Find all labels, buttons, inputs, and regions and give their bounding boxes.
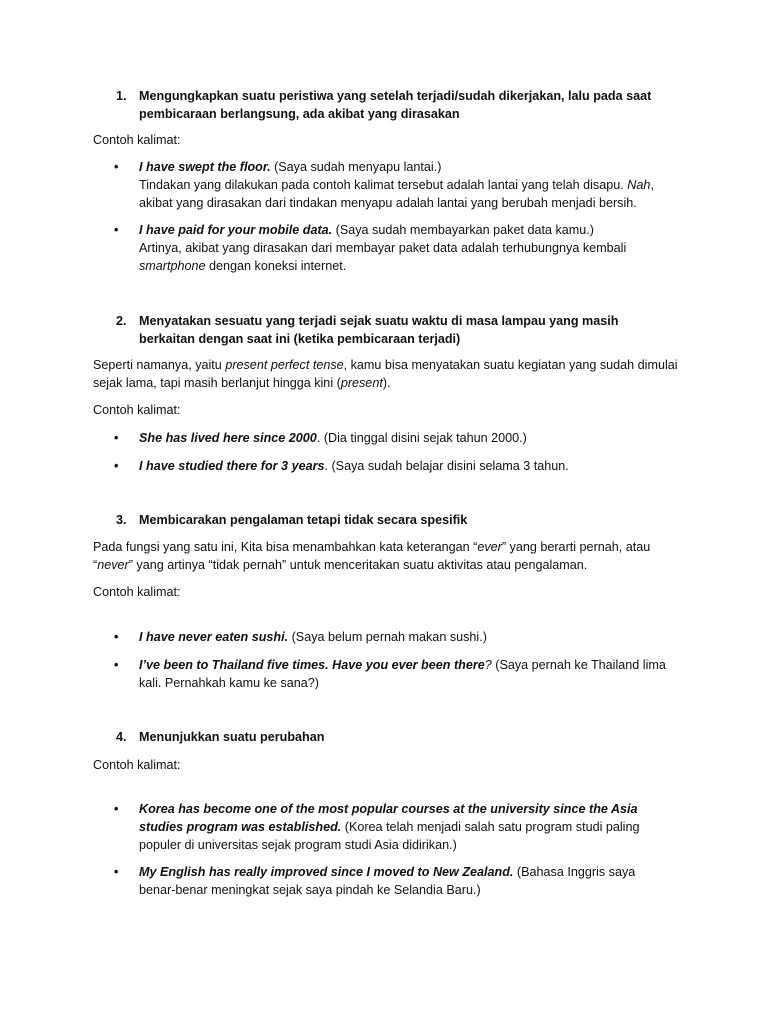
list-item-body	[139, 863, 674, 899]
intro-text: Pada fungsi yang satu ini, Kita bisa menambahkan kata keterangan “	[93, 540, 478, 554]
list-item	[114, 863, 674, 899]
section-4-heading	[116, 728, 676, 746]
section-2-heading	[116, 312, 676, 348]
list-item	[114, 628, 674, 646]
list-item-body	[139, 800, 674, 854]
list-item-body	[139, 429, 674, 447]
english-sentence: I have studied there for 3 years	[139, 459, 325, 473]
section-title: Mengungkapkan suatu peristiwa yang setelah terjadi/sudah dikerjakan, lalu pada saat pembicaraan berlangsung, ada akibat yang dirasakan	[139, 89, 652, 121]
intro-text: ).	[382, 376, 391, 390]
example-label: Contoh kalimat:	[93, 403, 181, 417]
bullet-marker: •	[114, 459, 119, 473]
translation: (Saya sudah membayarkan paket data kamu.)	[332, 223, 594, 237]
intro-text: Seperti namanya, yaitu	[93, 358, 226, 372]
section-number: 3.	[116, 513, 127, 527]
intro-paragraph	[93, 356, 683, 392]
section-title: Menunjukkan suatu perubahan	[139, 730, 325, 744]
list-item	[114, 429, 674, 447]
english-sentence: She has lived here since 2000	[139, 431, 317, 445]
intro-italic: never	[97, 558, 129, 572]
section-title: Membicarakan pengalaman tetapi tidak secara spesifik	[139, 513, 468, 527]
explanation-end: , akibat yang dirasakan dari tindakan menyapu adalah lantai yang berubah menjadi bersih.	[139, 178, 654, 210]
list-item	[114, 800, 674, 854]
list-item-body	[139, 221, 674, 275]
explanation: Artinya, akibat yang dirasakan dari membayar paket data adalah terhubungnya kembali	[139, 241, 627, 255]
translation: (Bahasa Inggris saya benar-benar meningkat sejak saya pindah ke Selandia Baru.)	[139, 865, 636, 897]
intro-text: ” yang artinya “tidak pernah” untuk menceritakan suatu aktivitas atau pengalaman.	[128, 558, 588, 572]
intro-italic: present	[340, 376, 383, 390]
intro-italic: ever	[477, 540, 502, 554]
translation: (Saya pernah ke Thailand lima kali. Pernahkah kamu ke sana?)	[139, 658, 666, 690]
bullet-marker: •	[114, 630, 119, 644]
explanation: Tindakan yang dilakukan pada contoh kalimat tersebut adalah lantai yang telah disapu.	[139, 178, 628, 192]
bullet-marker: •	[114, 223, 119, 237]
example-label: Contoh kalimat:	[93, 585, 181, 599]
intro-text: ” yang berarti pernah, atau “	[93, 540, 651, 572]
example-label: Contoh kalimat:	[93, 758, 181, 772]
question-mark: ?	[484, 658, 492, 672]
section-1-heading	[116, 87, 676, 123]
translation: . (Dia tinggal disini sejak tahun 2000.)	[316, 431, 527, 445]
example-label: Contoh kalimat:	[93, 133, 181, 147]
english-sentence: My English has really improved since I moved to New Zealand.	[139, 865, 514, 879]
english-sentence: I have never eaten sushi.	[139, 630, 289, 644]
english-sentence: Korea has become one of the most popular courses at the university since the Asia studies program was established.	[139, 802, 638, 834]
translation: (Saya belum pernah makan sushi.)	[288, 630, 487, 644]
bullet-marker: •	[114, 802, 119, 816]
section-number: 2.	[116, 314, 127, 328]
bullet-marker: •	[114, 658, 119, 672]
section-number: 1.	[116, 89, 127, 103]
translation: (Korea telah menjadi salah satu program studi paling populer di universitas sejak program studi Asia didirikan.)	[139, 820, 640, 852]
list-item	[114, 457, 674, 475]
list-item-body	[139, 457, 674, 475]
bullet-marker: •	[114, 160, 119, 174]
list-item-body	[139, 628, 674, 646]
section-3-heading	[116, 511, 676, 529]
list-item	[114, 158, 674, 212]
english-sentence: I have paid for your mobile data.	[139, 223, 333, 237]
list-item-body	[139, 656, 674, 692]
intro-text: , kamu bisa menyatakan suatu kegiatan yang sudah dimulai sejak lama, tapi masih berlanjut hingga kini (	[93, 358, 678, 390]
intro-paragraph	[93, 538, 683, 574]
bullet-marker: •	[114, 431, 119, 445]
explanation-italic: smartphone	[139, 259, 206, 273]
english-sentence: I have swept the floor.	[139, 160, 271, 174]
translation: (Saya sudah menyapu lantai.)	[270, 160, 442, 174]
english-sentence: I’ve been to Thailand five times. Have you ever been there	[139, 658, 485, 672]
list-item-body	[139, 158, 674, 212]
bullet-marker: •	[114, 865, 119, 879]
translation: . (Saya sudah belajar disini selama 3 tahun.	[324, 459, 569, 473]
list-item	[114, 221, 674, 275]
intro-italic: present perfect tense	[225, 358, 344, 372]
explanation-italic: Nah	[627, 178, 651, 192]
list-item	[114, 656, 674, 692]
section-number: 4.	[116, 730, 127, 744]
explanation-end: dengan koneksi internet.	[205, 259, 347, 273]
section-title: Menyatakan sesuatu yang terjadi sejak suatu waktu di masa lampau yang masih berkaitan dengan saat ini (ketika pembicaraan terjadi)	[139, 314, 619, 346]
